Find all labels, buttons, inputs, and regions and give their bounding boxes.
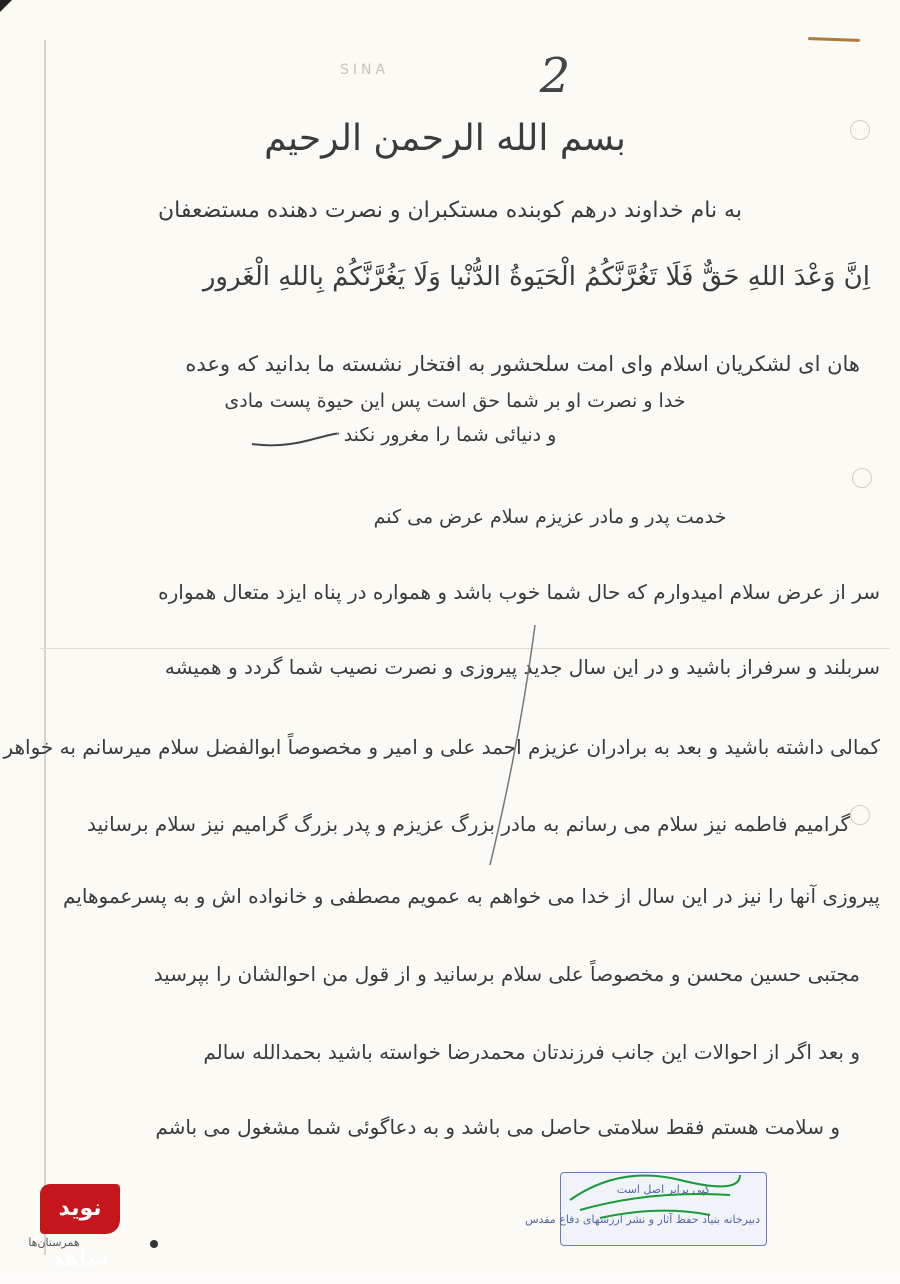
underline-stroke bbox=[250, 430, 340, 450]
greeting-line: خدمت پدر و مادر عزیزم سلام عرض می کنم bbox=[373, 506, 727, 528]
page-number: 2 bbox=[539, 48, 571, 104]
letter-line: پیروزی آنها را نیز در این سال از خدا می خواهم به عمویم مصطفی و خانواده اش و به پسرعموهایم bbox=[62, 884, 880, 908]
ink-dot bbox=[150, 1240, 158, 1248]
letter-line: به نام خداوند درهم کوبنده مستکبران و نصرت دهنده مستضعفان bbox=[158, 198, 742, 223]
stamp-line: کپی برابر اصل است bbox=[616, 1183, 711, 1196]
corner-mark bbox=[0, 0, 12, 12]
faint-note: SINA bbox=[340, 62, 390, 78]
letter-line: و سلامت هستم فقط سلامتی حاصل می باشد و به دعاگوئی شما مشغول می باشم bbox=[155, 1115, 840, 1139]
pencil-mark bbox=[808, 37, 860, 42]
letter-line: و بعد اگر از احوالات این جانب فرزندتان محمدرضا خواسته باشید بحمدالله سالم bbox=[203, 1040, 860, 1064]
letter-line: خدا و نصرت او بر شما حق است پس این حیوة پست مادی bbox=[224, 390, 686, 412]
navid-shahed-logo bbox=[10, 1178, 120, 1271]
letter-line: سر از عرض سلام امیدوارم که حال شما خوب باشد و همواره در پناه ایزد متعال همواره bbox=[158, 580, 880, 604]
punch-hole-mark bbox=[850, 120, 870, 140]
logo-mark: نوید شاهد bbox=[40, 1184, 120, 1234]
logo-subtitle: همرستان‌ها bbox=[28, 1236, 80, 1249]
quran-verse-line: اِنَّ وَعْدَ اللهِ حَقٌّ فَلَا تَغُرَّنَّکُمُ الْحَیَوةُ الدُّنْیا وَلَا یَغُرَّنَّکُمْ بِاللهِ الْغَرور bbox=[202, 262, 870, 292]
bismillah-heading: بسم الله الرحمن الرحیم bbox=[264, 118, 626, 159]
letter-line: کمالی داشته باشید و بعد به برادران عزیزم احمد علی و امیر و مخصوصاً ابوالفضل سلام میرسانم به خواهر bbox=[3, 735, 880, 759]
punch-hole-mark bbox=[852, 468, 872, 488]
stamp-line: دبیرخانه بنیاد حفظ آثار و نشر ارزشهای دفاع مقدس bbox=[525, 1213, 760, 1226]
fold-line bbox=[40, 648, 890, 649]
letter-line: مجتبی حسین محسن و مخصوصاً علی سلام برسانید و از قول من احوالشان را بپرسید bbox=[153, 962, 860, 986]
signature bbox=[560, 1160, 750, 1230]
punch-hole-mark bbox=[850, 805, 870, 825]
letter-line: گرامیم فاطمه نیز سلام می رسانم به مادر بزرگ عزیزم و پدر بزرگ گرامیم نیز سلام برسانید bbox=[87, 812, 850, 836]
letter-line: و دنیائی شما را مغرور نکند bbox=[343, 424, 557, 446]
letter-line: هان ای لشکریان اسلام وای امت سلحشور به افتخار نشسته ما بدانید که وعده bbox=[185, 352, 860, 376]
letter-line: سربلند و سرفراز باشید و در این سال جدید پیروزی و نصرت نصیب شما گردد و همیشه bbox=[164, 655, 880, 679]
margin-stroke bbox=[480, 620, 540, 870]
